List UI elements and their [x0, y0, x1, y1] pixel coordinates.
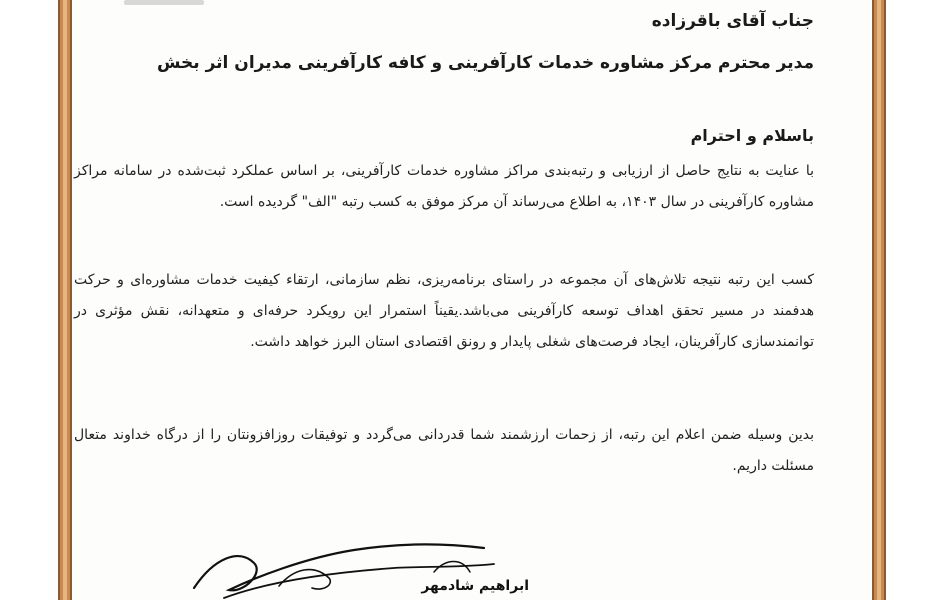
greeting: باسلام و احترام: [690, 126, 814, 145]
recipient-title: مدیر محترم مرکز مشاوره خدمات کارآفرینی و کافه کارآفرینی مدیران اثر بخش: [157, 53, 814, 73]
paragraph-1: با عنایت به نتایج حاصل از ارزیابی و رتبه‌بندی مراکز مشاوره خدمات کارآفرینی، بر اساس عملکرد ثبت‌شده در سامانه مراکز مشاوره کارآفرینی در سال ۱۴۰۳، به اطلاع می‌رساند آن مرکز موفق به کسب رتبه "الف" گردیده است.: [74, 163, 814, 210]
paragraph-3: بدین وسیله ضمن اعلام این رتبه، از زحمات ارزشمند شما قدردانی می‌گردد و توفیقات روزافزونتان را از درگاه خداوند متعال مسئلت داریم.: [74, 427, 814, 474]
signer-name: ابراهیم شادمهر: [421, 578, 529, 594]
letter-sheet: [74, 0, 870, 600]
paragraph-2: کسب این رتبه نتیجه تلاش‌های آن مجموعه در راستای برنامه‌ریزی، نظم سازمانی، ارتقاء کیفیت خدمات مشاوره‌ای و حرکت هدفمند در مسیر تحقق اهداف توسعه کارآفرینی می‌باشد.یقیناً استمرار این رویکرد حرفه‌ای و متعهدانه، نقش مؤثری در توانمندسازی کارآفرینان، ایجاد فرصت‌های شغلی پایدار و رونق اقتصادی استان البرز خواهد داشت.: [74, 272, 814, 350]
recipient-name: جناب آقای باقرزاده: [651, 11, 814, 31]
border-frame-right: [872, 0, 886, 600]
border-frame-left: [58, 0, 72, 600]
top-mark: [124, 0, 204, 5]
